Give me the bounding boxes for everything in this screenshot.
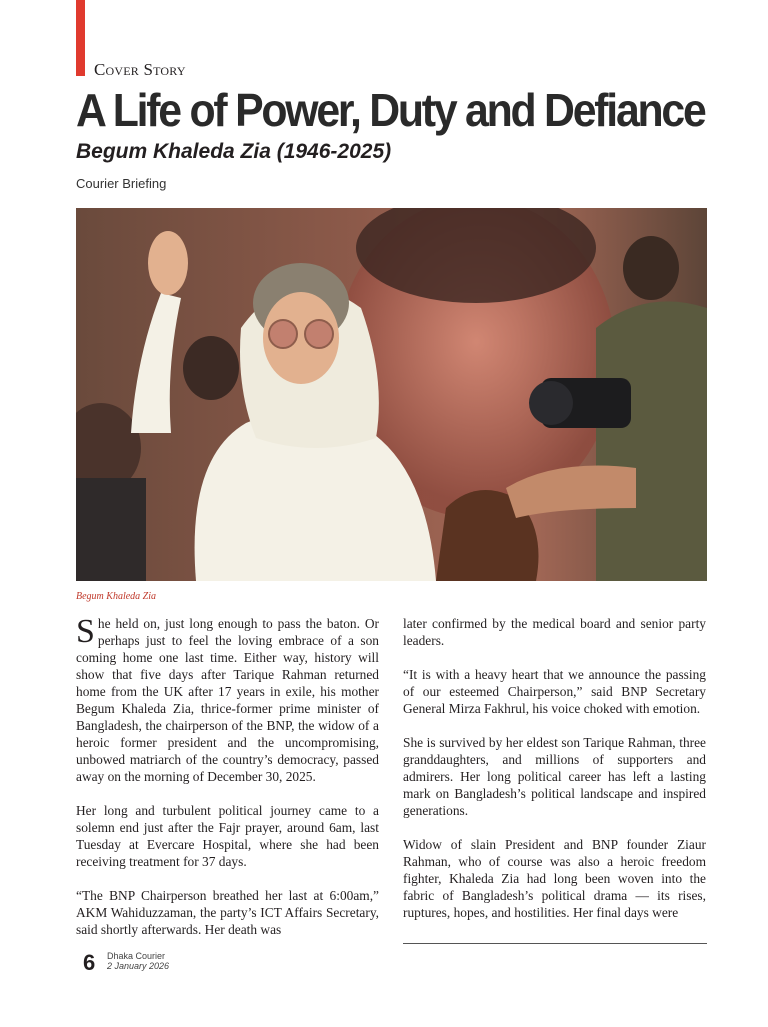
publication-name: Dhaka Courier — [107, 951, 166, 961]
paragraph: “The BNP Chairperson breathed her last at 6:00am,” AKM Wahiduzzaman, the party’s ICT Affairs Secretary, said shortly afterwards. Her death was — [76, 888, 379, 937]
paragraph: later confirmed by the medical board and senior party leaders. — [403, 616, 706, 648]
article-column-right — [403, 615, 706, 938]
issue-date: 2 January 2026 — [107, 961, 170, 971]
article-column-left — [76, 615, 379, 955]
cover-photo-illustration — [76, 208, 707, 581]
paragraph: “It is with a heavy heart that we announce the passing of our esteemed Chairperson,” said BNP Secretary General Mirza Fakhrul, his voice choked with emotion. — [403, 667, 706, 716]
section-kicker: Cover Story — [94, 60, 186, 79]
paragraph: Widow of slain President and BNP founder Ziaur Rahman, who of course was also a heroic freedom fighter, Khaleda Zia had long been woven into the fabric of Bangladesh’s political drama — its rises, ruptures, hopes, and hostilities. Her final days were — [403, 837, 706, 920]
drop-cap: S — [76, 613, 95, 650]
photo-caption: Begum Khaleda Zia — [76, 591, 156, 602]
page-number: 6 — [83, 950, 96, 975]
subtitle: Begum Khaleda Zia (1946-2025) — [76, 140, 392, 163]
byline: Courier Briefing — [76, 176, 167, 191]
paragraph — [76, 615, 379, 785]
cover-photo — [76, 208, 707, 581]
section-accent-bar — [76, 0, 85, 76]
paragraph: Her long and turbulent political journey came to a solemn end just after the Fajr prayer, around 6am, last Tuesday at Evercare Hospital, where she had been receiving treatment for 37 days. — [76, 803, 379, 869]
paragraph-text: he held on, just long enough to pass the baton. Or perhaps just to feel the loving embrace of a son coming home one last time. Either way, history will show that five days after Tarique Rahman returned home from the UK after 17 years in exile, his mother Begum Khaleda Zia, thrice-former prime minister of Bangladesh, the chairperson of the BNP, the widow of a heroic former president and the uncompromising, unbowed matriarch of the country’s democracy, passed away on the morning of December 30, 2025. — [76, 616, 379, 784]
paragraph: She is survived by her eldest son Tarique Rahman, three granddaughters, and millions of supporters and admirers. Her long political career has left a lasting mark on Bangladesh’s political landscape and inspired generations. — [403, 735, 706, 818]
footer-rule — [403, 943, 707, 944]
page-title: A Life of Power, Duty and Defiance — [76, 84, 705, 136]
